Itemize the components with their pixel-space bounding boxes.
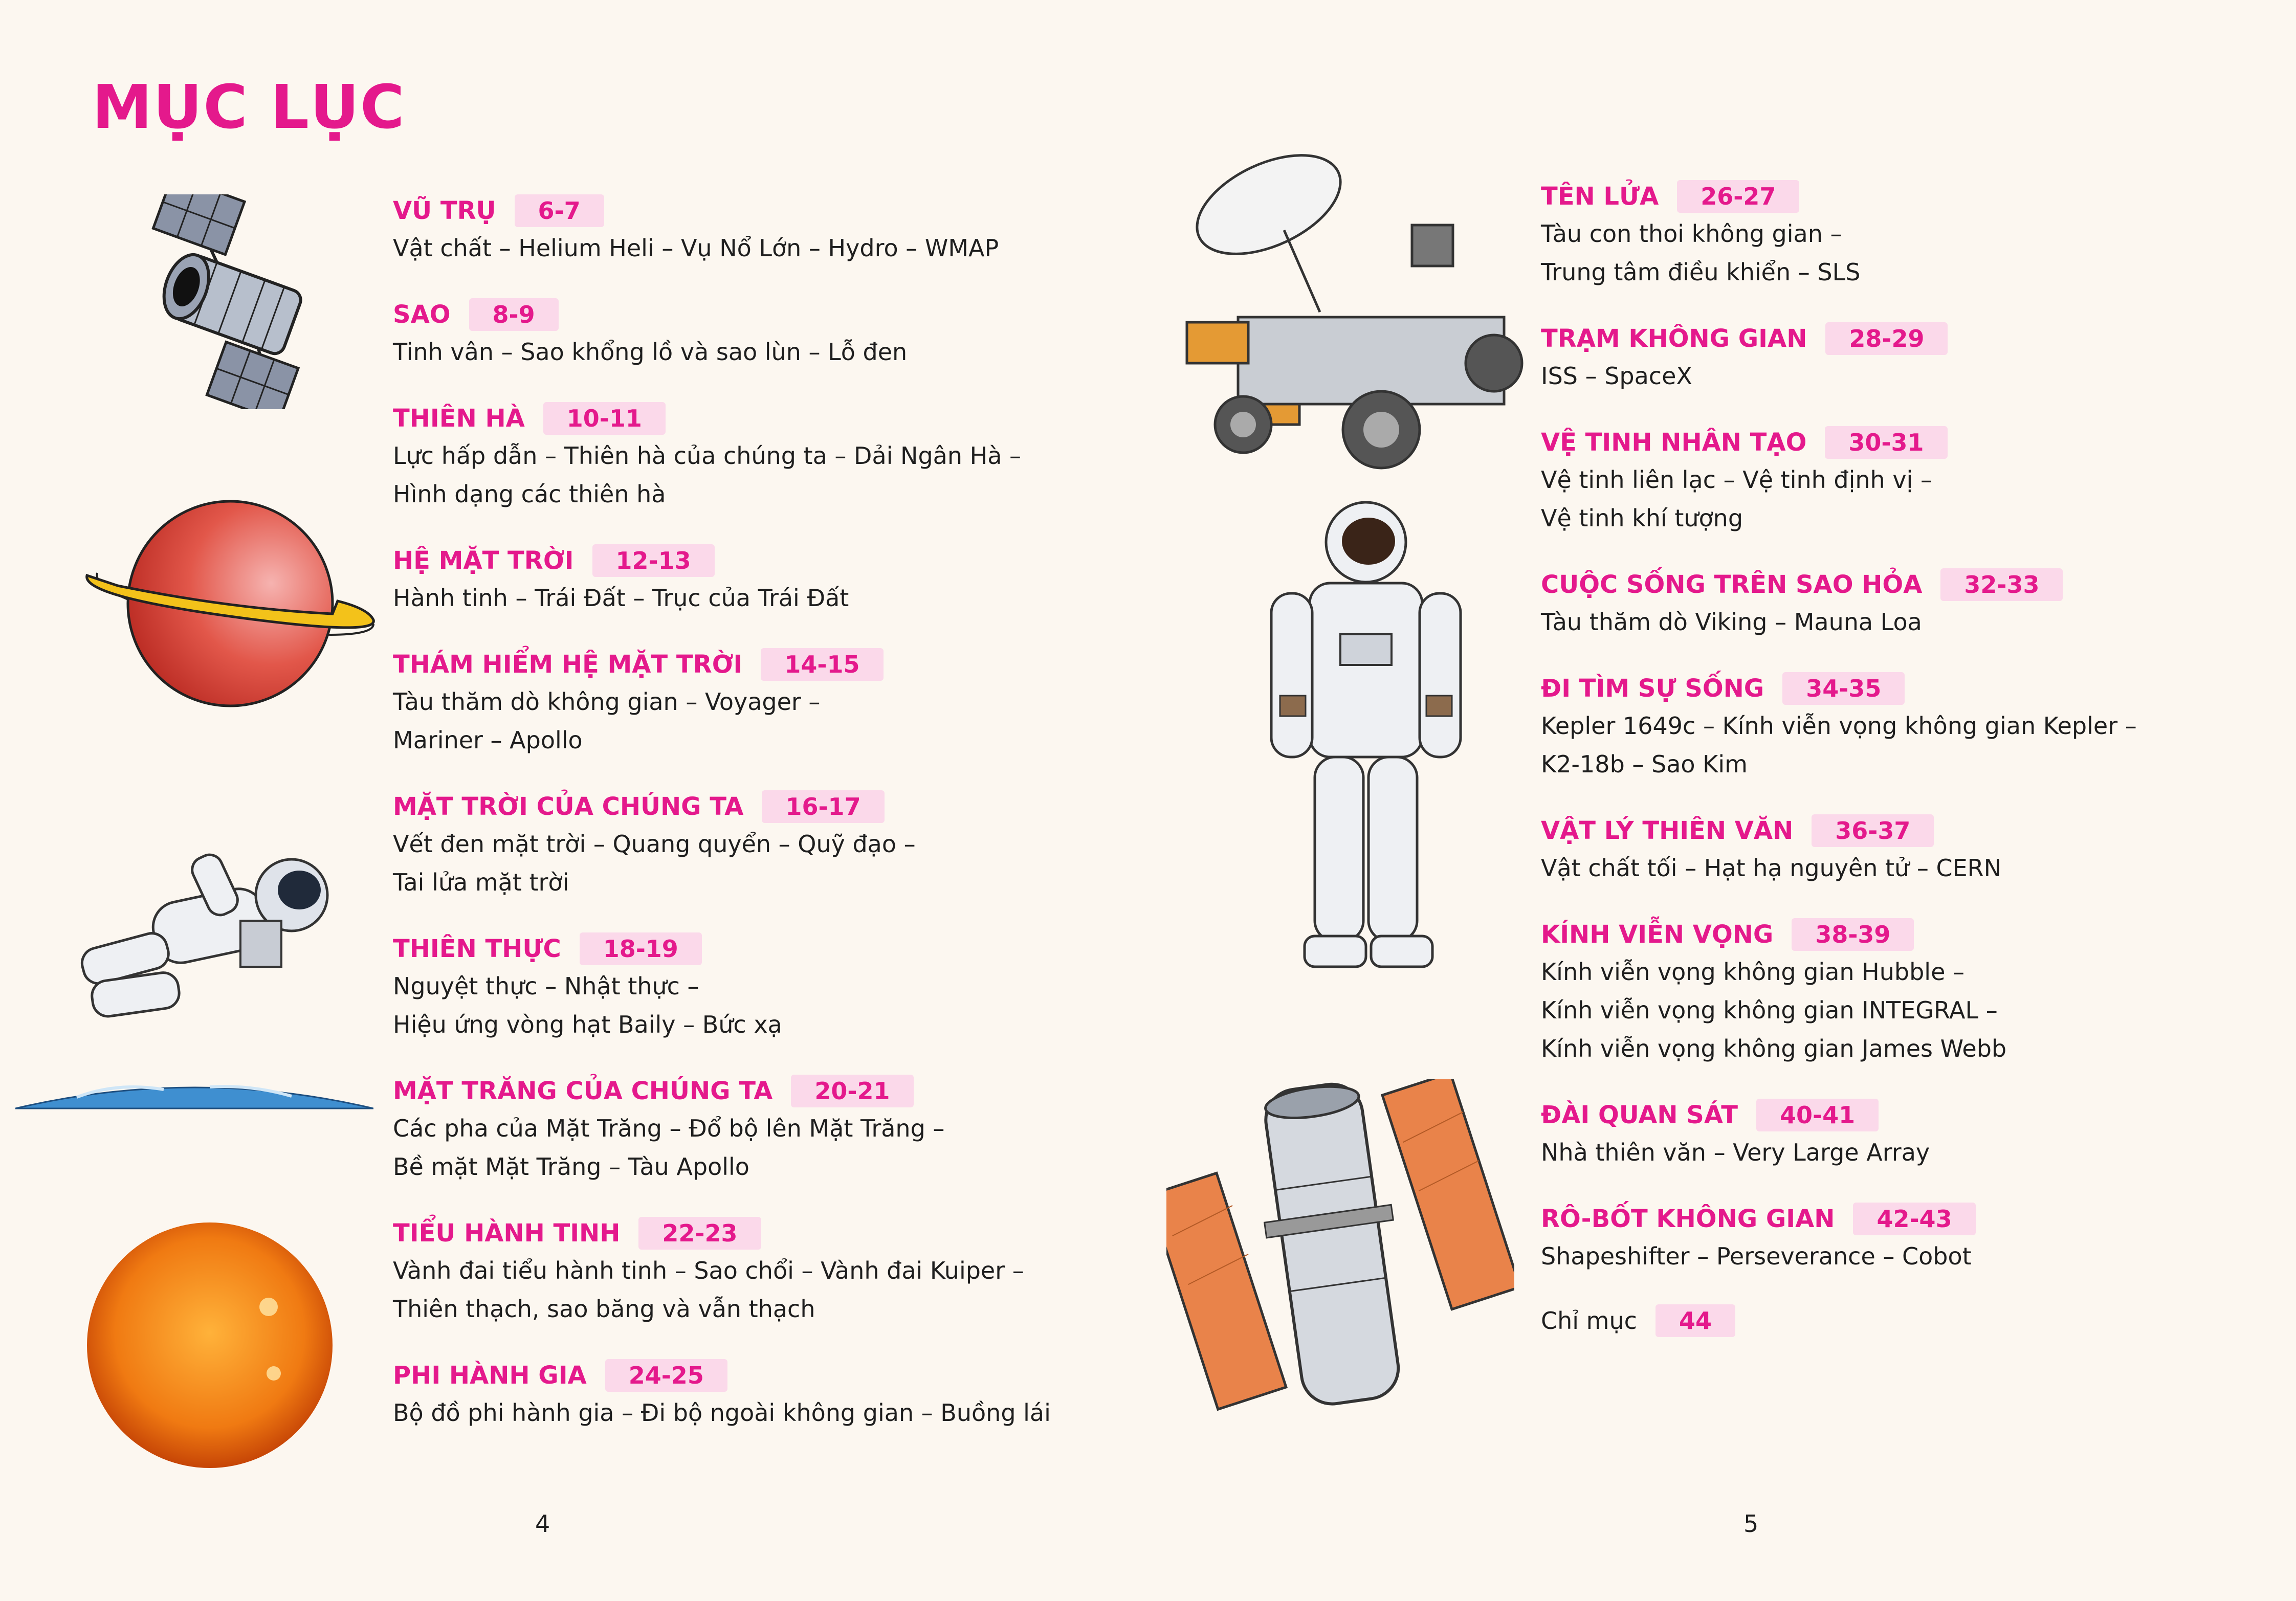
page-number-left: 4 bbox=[535, 1510, 550, 1538]
toc-entry[interactable] bbox=[1541, 918, 2257, 1068]
entry-line: Tinh vân – Sao khổng lồ và sao lùn – Lỗ đen bbox=[393, 338, 908, 366]
toc-entry-index[interactable] bbox=[1541, 1304, 2257, 1337]
entry-title: MẶT TRỜI CỦA CHÚNG TA bbox=[393, 792, 744, 821]
floating-astronaut-icon bbox=[72, 839, 348, 1023]
entry-title: ĐI TÌM SỰ SỐNG bbox=[1541, 674, 1764, 703]
entry-pages: 36-37 bbox=[1812, 814, 1934, 847]
entry-line: Tàu thăm dò Viking – Mauna Loa bbox=[1541, 608, 1922, 636]
entry-title: TÊN LỬA bbox=[1541, 182, 1659, 211]
entry-title: THÁM HIỂM HỆ MẶT TRỜI bbox=[393, 650, 743, 679]
toc-entry[interactable] bbox=[393, 1217, 1160, 1328]
entry-pages: 44 bbox=[1655, 1304, 1735, 1337]
ringed-planet-icon bbox=[77, 486, 384, 721]
sun-icon bbox=[84, 1220, 335, 1471]
entry-pages: 38-39 bbox=[1792, 918, 1914, 951]
earth-horizon-icon bbox=[15, 1066, 373, 1113]
toc-entry[interactable] bbox=[1541, 322, 2257, 395]
entry-line: Trung tâm điều khiển – SLS bbox=[1541, 258, 1861, 286]
page-title: MỤC LỤC bbox=[92, 72, 406, 142]
toc-entry[interactable] bbox=[1541, 814, 2257, 887]
entry-pages: 24-25 bbox=[605, 1359, 727, 1392]
entry-line: Kính viễn vọng không gian James Webb bbox=[1541, 1035, 2007, 1062]
entry-line: Vệ tinh liên lạc – Vệ tinh định vị – bbox=[1541, 466, 1932, 494]
entry-line: Vệ tinh khí tượng bbox=[1541, 504, 1743, 532]
hubble-telescope-icon bbox=[1166, 1079, 1514, 1417]
entry-line: ISS – SpaceX bbox=[1541, 362, 1692, 390]
toc-right-column bbox=[1541, 180, 2257, 1337]
toc-entry[interactable] bbox=[1541, 426, 2257, 538]
entry-pages: 22-23 bbox=[638, 1217, 761, 1250]
entry-title: MẶT TRĂNG CỦA CHÚNG TA bbox=[393, 1077, 773, 1105]
entry-pages: 6-7 bbox=[515, 194, 604, 227]
entry-title: VỆ TINH NHÂN TẠO bbox=[1541, 428, 1807, 457]
toc-entry[interactable] bbox=[393, 1359, 1160, 1432]
entry-pages: 18-19 bbox=[580, 932, 702, 965]
toc-entry[interactable] bbox=[1541, 1099, 2257, 1172]
entry-line: Vết đen mặt trời – Quang quyển – Quỹ đạo – bbox=[393, 830, 916, 858]
entry-line: Kính viễn vọng không gian INTEGRAL – bbox=[1541, 996, 1998, 1024]
entry-pages: 8-9 bbox=[469, 298, 559, 331]
toc-entry[interactable] bbox=[393, 648, 1160, 760]
entry-title: THIÊN HÀ bbox=[393, 404, 525, 433]
entry-line: Bề mặt Mặt Trăng – Tàu Apollo bbox=[393, 1153, 749, 1181]
entry-line: Nguyệt thực – Nhật thực – bbox=[393, 972, 699, 1000]
entry-pages: 16-17 bbox=[762, 790, 884, 823]
toc-entry[interactable] bbox=[393, 1075, 1160, 1186]
entry-line: Tàu con thoi không gian – bbox=[1541, 220, 1842, 248]
entry-title: HỆ MẶT TRỜI bbox=[393, 546, 574, 575]
entry-title: VŨ TRỤ bbox=[393, 196, 496, 225]
entry-pages: 30-31 bbox=[1825, 426, 1947, 459]
entry-pages: 20-21 bbox=[791, 1075, 913, 1107]
page-number-right: 5 bbox=[1743, 1510, 1759, 1538]
entry-title: KÍNH VIỄN VỌNG bbox=[1541, 920, 1774, 949]
entry-title: ĐÀI QUAN SÁT bbox=[1541, 1101, 1738, 1129]
toc-entry[interactable] bbox=[1541, 1203, 2257, 1276]
toc-entry[interactable] bbox=[1541, 568, 2257, 641]
entry-line: Kính viễn vọng không gian Hubble – bbox=[1541, 958, 1964, 986]
entry-pages: 10-11 bbox=[543, 402, 666, 435]
entry-pages: 28-29 bbox=[1825, 322, 1948, 355]
entry-title: Chỉ mục bbox=[1541, 1307, 1637, 1335]
entry-title: CUỘC SỐNG TRÊN SAO HỎA bbox=[1541, 570, 1923, 599]
entry-line: Lực hấp dẫn – Thiên hà của chúng ta – Dải Ngân Hà – bbox=[393, 442, 1022, 470]
entry-line: Thiên thạch, sao băng và vẫn thạch bbox=[393, 1295, 815, 1323]
toc-entry[interactable] bbox=[393, 298, 1160, 371]
entry-line: Hình dạng các thiên hà bbox=[393, 480, 666, 508]
toc-left-column bbox=[393, 194, 1160, 1432]
entry-line: Shapeshifter – Perseverance – Cobot bbox=[1541, 1242, 1972, 1270]
entry-title: TRẠM KHÔNG GIAN bbox=[1541, 324, 1807, 353]
entry-pages: 14-15 bbox=[761, 648, 883, 681]
entry-line: K2-18b – Sao Kim bbox=[1541, 750, 1748, 778]
toc-entry[interactable] bbox=[393, 790, 1160, 902]
entry-line: Tàu thăm dò không gian – Voyager – bbox=[393, 688, 821, 716]
entry-title: TIỂU HÀNH TINH bbox=[393, 1219, 621, 1248]
entry-line: Vật chất tối – Hạt hạ nguyên tử – CERN bbox=[1541, 854, 2002, 882]
toc-entry[interactable] bbox=[393, 932, 1160, 1044]
entry-pages: 32-33 bbox=[1940, 568, 2063, 601]
toc-entry[interactable] bbox=[393, 194, 1160, 268]
toc-entry[interactable] bbox=[393, 544, 1160, 617]
entry-line: Các pha của Mặt Trăng – Đổ bộ lên Mặt Trăng – bbox=[393, 1115, 945, 1142]
entry-pages: 34-35 bbox=[1782, 672, 1905, 705]
toc-entry[interactable] bbox=[1541, 180, 2257, 292]
entry-pages: 42-43 bbox=[1853, 1203, 1975, 1235]
entry-title: PHI HÀNH GIA bbox=[393, 1361, 587, 1390]
entry-pages: 12-13 bbox=[592, 544, 715, 577]
entry-title: VẬT LÝ THIÊN VĂN bbox=[1541, 816, 1794, 845]
entry-line: Mariner – Apollo bbox=[393, 726, 583, 754]
entry-line: Vành đai tiểu hành tinh – Sao chổi – Vành đai Kuiper – bbox=[393, 1257, 1024, 1284]
entry-pages: 26-27 bbox=[1677, 180, 1799, 213]
toc-entry[interactable] bbox=[1541, 672, 2257, 784]
entry-title: SAO bbox=[393, 300, 451, 329]
entry-line: Kepler 1649c – Kính viễn vọng không gian Kepler – bbox=[1541, 712, 2137, 740]
entry-line: Hiệu ứng vòng hạt Baily – Bức xạ bbox=[393, 1011, 782, 1038]
entry-line: Tai lửa mặt trời bbox=[393, 869, 569, 896]
entry-title: RÔ-BỐT KHÔNG GIAN bbox=[1541, 1205, 1835, 1233]
lunar-rover-icon bbox=[1166, 148, 1535, 476]
entry-line: Hành tinh – Trái Đất – Trục của Trái Đất bbox=[393, 584, 849, 612]
entry-line: Bộ đồ phi hành gia – Đi bộ ngoài không gian – Buồng lái bbox=[393, 1399, 1051, 1427]
entry-line: Vật chất – Helium Heli – Vụ Nổ Lớn – Hydro – WMAP bbox=[393, 234, 999, 262]
entry-line: Nhà thiên văn – Very Large Array bbox=[1541, 1139, 1930, 1166]
entry-title: THIÊN THỰC bbox=[393, 935, 561, 963]
satellite-icon bbox=[113, 194, 358, 409]
toc-entry[interactable] bbox=[393, 402, 1160, 514]
entry-pages: 40-41 bbox=[1756, 1099, 1879, 1131]
standing-astronaut-icon bbox=[1248, 501, 1484, 977]
